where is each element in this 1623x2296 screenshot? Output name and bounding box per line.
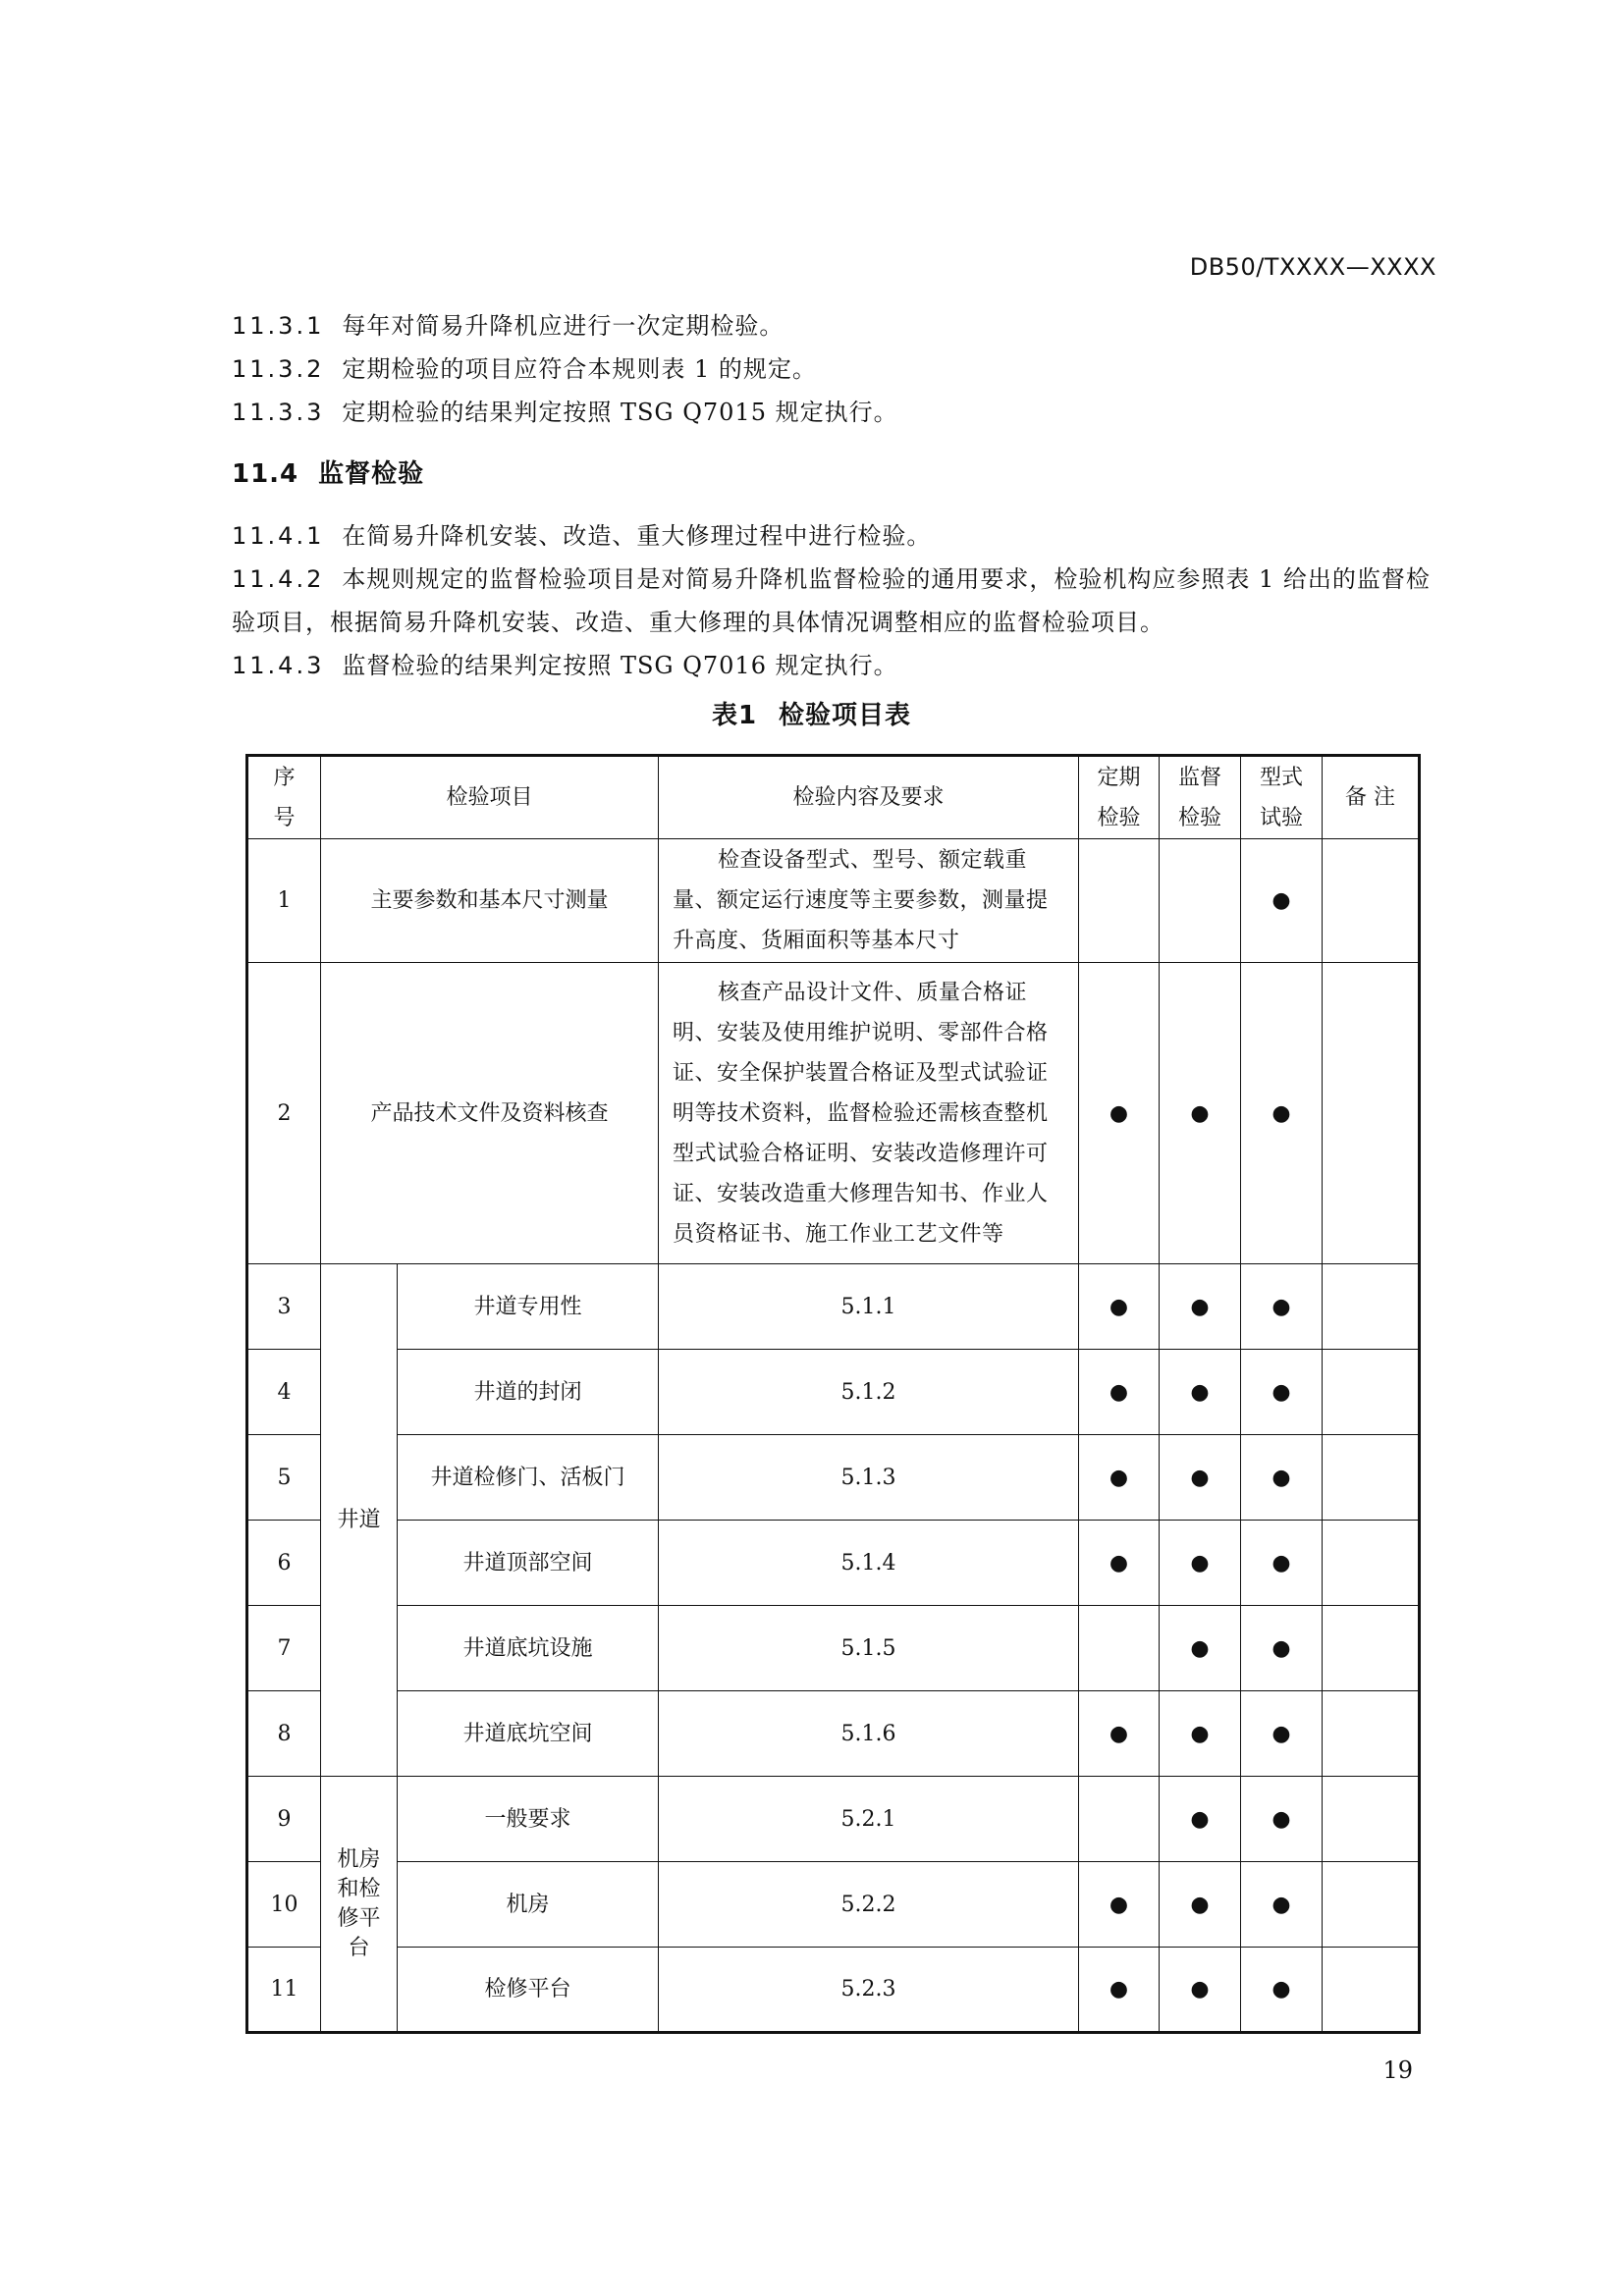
- row-content: 5.2.2: [659, 1862, 1079, 1948]
- clause-text: 监督检验的结果判定按照 TSG Q7016 规定执行。: [342, 652, 898, 679]
- row-type-mark: ●: [1241, 1521, 1323, 1606]
- paragraph-11-4-2: [232, 558, 1432, 644]
- row-periodic-mark: ●: [1079, 1948, 1160, 2033]
- row-supervision-mark: ●: [1160, 1264, 1241, 1350]
- table-title: 检验项目表: [779, 701, 912, 730]
- inspection-items-table: [245, 754, 1421, 2034]
- row-supervision-mark: ●: [1160, 1435, 1241, 1521]
- row-remark: [1323, 963, 1420, 1264]
- table-header-row: [247, 756, 1420, 839]
- row-content: 5.1.4: [659, 1521, 1079, 1606]
- row-type-mark: ●: [1241, 1691, 1323, 1777]
- row-periodic-mark: ●: [1079, 1691, 1160, 1777]
- row-item: 井道底坑空间: [398, 1691, 659, 1777]
- row-remark: [1323, 1777, 1420, 1862]
- row-remark: [1323, 1691, 1420, 1777]
- row-remark: [1323, 1948, 1420, 2033]
- clause-number: 11.4.2: [232, 565, 325, 593]
- row-periodic-mark: ●: [1079, 1350, 1160, 1435]
- group-shaft: 井道: [321, 1264, 398, 1777]
- row-item: 主要参数和基本尺寸测量: [321, 839, 659, 963]
- clause-number: 11.4.1: [232, 522, 325, 550]
- table-row: [247, 1606, 1420, 1691]
- paragraph-11-3-3: [232, 391, 1432, 434]
- row-supervision-mark: ●: [1160, 1350, 1241, 1435]
- row-remark: [1323, 1350, 1420, 1435]
- row-item: 井道顶部空间: [398, 1521, 659, 1606]
- row-supervision-mark: ●: [1160, 1606, 1241, 1691]
- header-remark: 备 注: [1323, 756, 1420, 839]
- row-periodic-mark: [1079, 1606, 1160, 1691]
- row-periodic-mark: [1079, 1777, 1160, 1862]
- row-content: 5.1.2: [659, 1350, 1079, 1435]
- clause-number: 11.4.3: [232, 652, 325, 679]
- row-periodic-mark: ●: [1079, 1521, 1160, 1606]
- row-type-mark: ●: [1241, 839, 1323, 963]
- row-remark: [1323, 839, 1420, 963]
- row-type-mark: ●: [1241, 1777, 1323, 1862]
- row-supervision-mark: ●: [1160, 1691, 1241, 1777]
- row-type-mark: ●: [1241, 1350, 1323, 1435]
- table-row: [247, 1264, 1420, 1350]
- row-seq: 11: [247, 1948, 321, 2033]
- row-item: 检修平台: [398, 1948, 659, 2033]
- table-row: [247, 1691, 1420, 1777]
- row-item: 井道的封闭: [398, 1350, 659, 1435]
- row-seq: 5: [247, 1435, 321, 1521]
- section-title: 监督检验: [318, 459, 425, 489]
- row-seq: 4: [247, 1350, 321, 1435]
- row-seq: 6: [247, 1521, 321, 1606]
- row-type-mark: ●: [1241, 1435, 1323, 1521]
- row-seq: 7: [247, 1606, 321, 1691]
- table-row: [247, 1435, 1420, 1521]
- row-supervision-mark: ●: [1160, 963, 1241, 1264]
- clause-text: 本规则规定的监督检验项目是对简易升降机监督检验的通用要求，检验机构应参照表 1 给出的监督检验项目，根据简易升降机安装、改造、重大修理的具体情况调整相应的监督检验项目。: [232, 565, 1431, 636]
- row-item: 井道专用性: [398, 1264, 659, 1350]
- row-seq: 9: [247, 1777, 321, 1862]
- table-row: [247, 839, 1420, 963]
- clause-number: 11.3.1: [232, 312, 325, 340]
- row-seq: 2: [247, 963, 321, 1264]
- header-seq: 序 号: [247, 756, 321, 839]
- paragraph-11-3-2: [232, 347, 1432, 391]
- table-row: [247, 1948, 1420, 2033]
- row-content: 5.1.6: [659, 1691, 1079, 1777]
- row-remark: [1323, 1606, 1420, 1691]
- row-content: 5.1.5: [659, 1606, 1079, 1691]
- clause-text: 在简易升降机安装、改造、重大修理过程中进行检验。: [342, 522, 932, 550]
- row-type-mark: ●: [1241, 963, 1323, 1264]
- row-remark: [1323, 1264, 1420, 1350]
- table-number: 表1: [711, 701, 758, 730]
- row-supervision-mark: ●: [1160, 1521, 1241, 1606]
- section-number: 11.4: [232, 459, 299, 489]
- header-content: 检验内容及要求: [659, 756, 1079, 839]
- clause-number: 11.3.2: [232, 355, 325, 383]
- row-periodic-mark: [1079, 839, 1160, 963]
- row-remark: [1323, 1862, 1420, 1948]
- row-content: 5.1.1: [659, 1264, 1079, 1350]
- header-type-test: 型式 试验: [1241, 756, 1323, 839]
- clause-number: 11.3.3: [232, 399, 325, 426]
- row-content: 5.2.3: [659, 1948, 1079, 2033]
- row-periodic-mark: ●: [1079, 1264, 1160, 1350]
- row-type-mark: ●: [1241, 1264, 1323, 1350]
- row-seq: 1: [247, 839, 321, 963]
- row-remark: [1323, 1521, 1420, 1606]
- row-item: 机房: [398, 1862, 659, 1948]
- group-machine-room: 机房和检修平台: [321, 1777, 398, 2033]
- page-number: 19: [1382, 2056, 1413, 2084]
- clause-text: 每年对简易升降机应进行一次定期检验。: [342, 312, 784, 340]
- table-row: [247, 1862, 1420, 1948]
- row-remark: [1323, 1435, 1420, 1521]
- paragraph-11-3-1: [232, 304, 1432, 347]
- row-seq: 10: [247, 1862, 321, 1948]
- row-seq: 3: [247, 1264, 321, 1350]
- row-item: 井道检修门、活板门: [398, 1435, 659, 1521]
- row-content: 5.2.1: [659, 1777, 1079, 1862]
- row-supervision-mark: ●: [1160, 1777, 1241, 1862]
- row-content: 核查产品设计文件、质量合格证明、安装及使用维护说明、零部件合格证、安全保护装置合格证及型式试验证明等技术资料，监督检验还需核查整机型式试验合格证明、安装改造修理许可证、安装改造重大修理告知书、作业人员资格证书、施工作业工艺文件等: [659, 963, 1079, 1264]
- table-row: [247, 1350, 1420, 1435]
- row-content: 检查设备型式、型号、额定载重量、额定运行速度等主要参数，测量提升高度、货厢面积等基本尺寸: [659, 839, 1079, 963]
- table-caption: [0, 695, 1623, 731]
- table-row: [247, 1777, 1420, 1862]
- row-content: 5.1.3: [659, 1435, 1079, 1521]
- row-item: 一般要求: [398, 1777, 659, 1862]
- header-periodic: 定期 检验: [1079, 756, 1160, 839]
- row-periodic-mark: ●: [1079, 1435, 1160, 1521]
- row-type-mark: ●: [1241, 1948, 1323, 2033]
- document-code: DB50/TXXXX—XXXX: [1189, 253, 1436, 281]
- table-row: [247, 963, 1420, 1264]
- row-seq: 8: [247, 1691, 321, 1777]
- header-supervision: 监督 检验: [1160, 756, 1241, 839]
- clause-text: 定期检验的项目应符合本规则表 1 的规定。: [342, 355, 817, 383]
- row-item: 井道底坑设施: [398, 1606, 659, 1691]
- header-item: 检验项目: [321, 756, 659, 839]
- row-supervision-mark: ●: [1160, 1948, 1241, 2033]
- clause-text: 定期检验的结果判定按照 TSG Q7015 规定执行。: [342, 399, 898, 426]
- paragraph-11-4-3: [232, 644, 1432, 687]
- row-periodic-mark: ●: [1079, 1862, 1160, 1948]
- paragraph-11-4-1: [232, 514, 1432, 558]
- row-supervision-mark: [1160, 839, 1241, 963]
- row-supervision-mark: ●: [1160, 1862, 1241, 1948]
- row-type-mark: ●: [1241, 1606, 1323, 1691]
- section-heading: [232, 454, 424, 490]
- table-row: [247, 1521, 1420, 1606]
- row-item: 产品技术文件及资料核查: [321, 963, 659, 1264]
- row-periodic-mark: ●: [1079, 963, 1160, 1264]
- row-type-mark: ●: [1241, 1862, 1323, 1948]
